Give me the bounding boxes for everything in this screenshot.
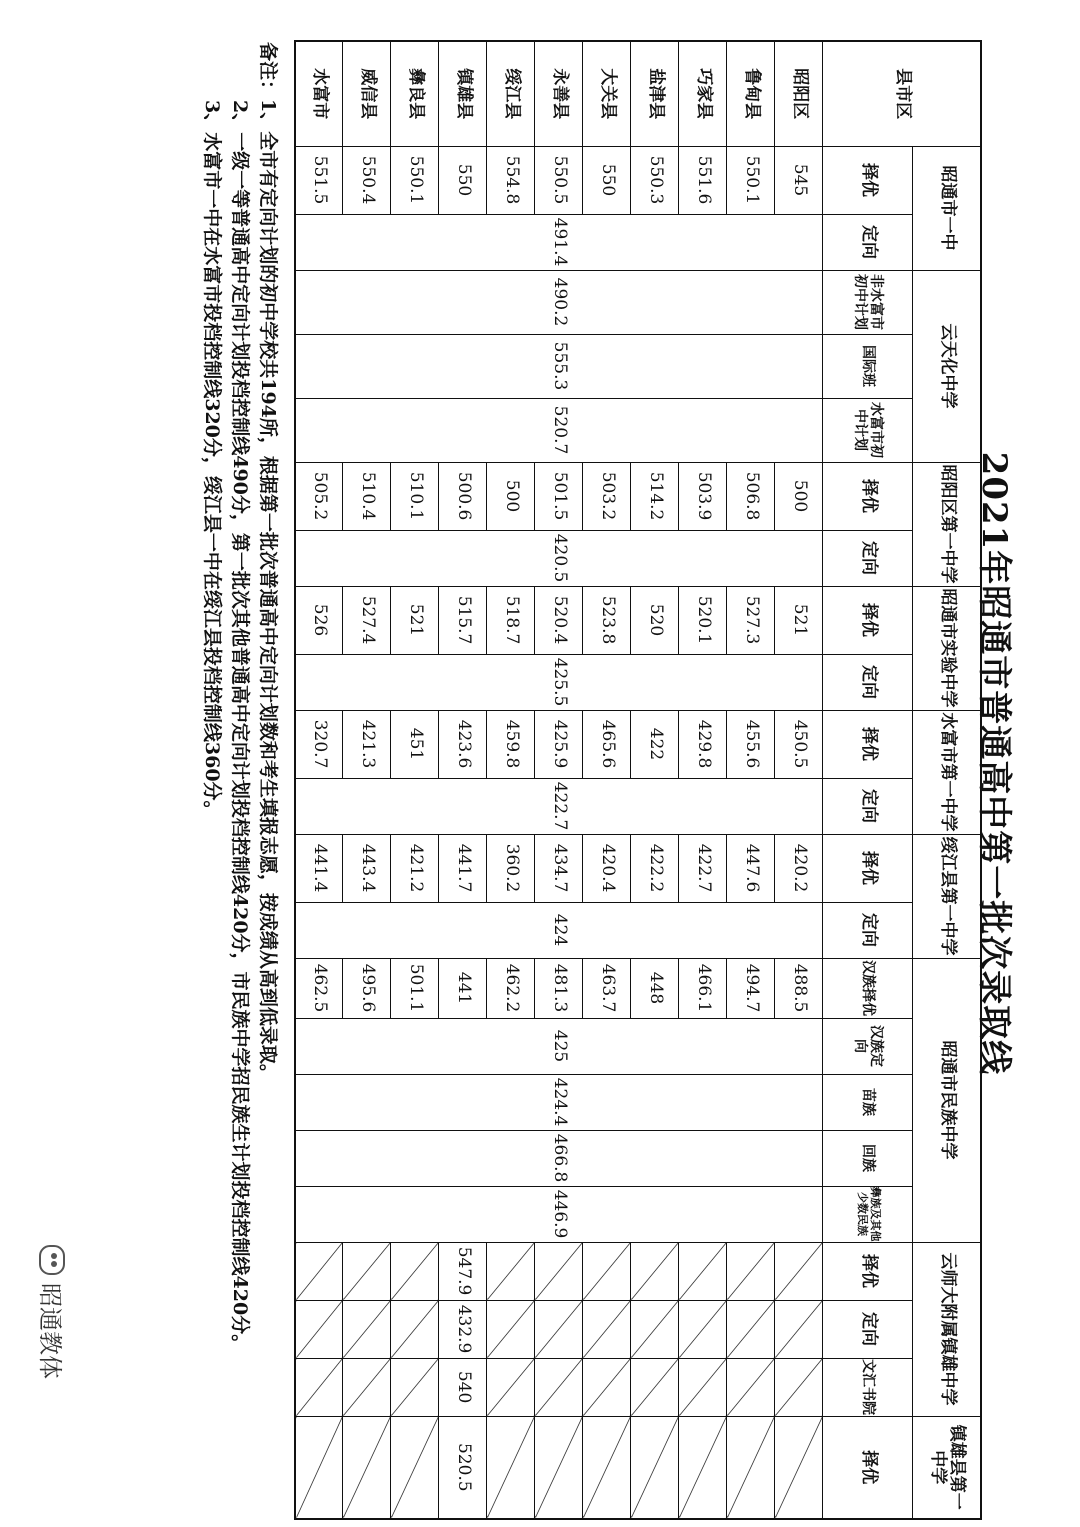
s9-zeyou-cell-hatched bbox=[535, 1416, 583, 1519]
s3-zeyou-cell: 510.4 bbox=[343, 462, 391, 530]
s5-zeyou-cell: 423.6 bbox=[439, 710, 487, 778]
s8-zeyou-cell-hatched bbox=[631, 1242, 679, 1300]
s4-zeyou-cell: 521 bbox=[391, 586, 439, 654]
sub-header-mz-e: 彝族及其他少数民族 bbox=[823, 1186, 913, 1242]
s9-zeyou-cell-hatched bbox=[343, 1416, 391, 1519]
county-cell: 水富市 bbox=[295, 41, 343, 146]
s4-zeyou-cell: 523.8 bbox=[583, 586, 631, 654]
mz-e-cell: 446.9 bbox=[295, 1186, 823, 1242]
s6-zeyou-cell: 420.2 bbox=[775, 834, 823, 902]
s1-zeyou-cell: 550.4 bbox=[343, 146, 391, 214]
s6-zeyou-cell: 421.2 bbox=[391, 834, 439, 902]
sub-header-s6-dingxiang: 定向 bbox=[823, 902, 913, 958]
school-header-s2: 云天化中学 bbox=[913, 270, 981, 462]
s1-zeyou-cell: 545 bbox=[775, 146, 823, 214]
s3-zeyou-cell: 500 bbox=[487, 462, 535, 530]
school-header-s8: 云师大附属镇雄中学 bbox=[913, 1242, 981, 1416]
mz-a-cell: 495.6 bbox=[343, 958, 391, 1018]
sub-header-s3-zeyou: 择优 bbox=[823, 462, 913, 530]
note-3 bbox=[198, 42, 226, 1482]
s3-zeyou-cell: 500.6 bbox=[439, 462, 487, 530]
sub-header-mz-d: 回族 bbox=[823, 1130, 913, 1186]
s5-zeyou-cell: 421.3 bbox=[343, 710, 391, 778]
yth-c-cell: 520.7 bbox=[295, 398, 823, 462]
sub-header-s5-zeyou: 择优 bbox=[823, 710, 913, 778]
sub-header-mz-c: 苗族 bbox=[823, 1074, 913, 1130]
s3-zeyou-cell: 510.1 bbox=[391, 462, 439, 530]
s6-zeyou-cell: 422.7 bbox=[679, 834, 727, 902]
s9-zeyou-cell-hatched bbox=[295, 1416, 343, 1519]
s5-zeyou-cell: 459.8 bbox=[487, 710, 535, 778]
s8-zeyou-cell-hatched bbox=[727, 1242, 775, 1300]
s8-wenhui-cell-hatched bbox=[391, 1358, 439, 1416]
s1-zeyou-cell: 550.1 bbox=[391, 146, 439, 214]
s5-zeyou-cell: 425.9 bbox=[535, 710, 583, 778]
school-header-s1: 昭通市一中 bbox=[913, 146, 981, 270]
county-cell: 彝良县 bbox=[391, 41, 439, 146]
s1-zeyou-cell: 550.5 bbox=[535, 146, 583, 214]
s1-zeyou-cell: 550 bbox=[439, 146, 487, 214]
sub-header-yth-a: 非水富市初中计划 bbox=[823, 270, 913, 334]
s9-zeyou-cell-hatched bbox=[727, 1416, 775, 1519]
s4-zeyou-cell: 520.4 bbox=[535, 586, 583, 654]
mz-a-cell: 481.3 bbox=[535, 958, 583, 1018]
s3-dingxiang-cell: 420.5 bbox=[295, 530, 823, 586]
mz-a-cell: 448 bbox=[631, 958, 679, 1018]
s1-dingxiang-cell: 491.4 bbox=[295, 214, 823, 270]
s8-wenhui-cell: 540 bbox=[439, 1358, 487, 1416]
notes-label: 备注： bbox=[257, 42, 279, 100]
s3-zeyou-cell: 503.9 bbox=[679, 462, 727, 530]
mz-a-cell: 463.7 bbox=[583, 958, 631, 1018]
s8-dingxiang-cell-hatched bbox=[583, 1300, 631, 1358]
county-cell: 镇雄县 bbox=[439, 41, 487, 146]
s6-zeyou-cell: 434.7 bbox=[535, 834, 583, 902]
school-header-s6: 绥江县第一中学 bbox=[913, 834, 981, 958]
county-header: 县市区 bbox=[823, 41, 981, 146]
s8-zeyou-cell-hatched bbox=[487, 1242, 535, 1300]
s8-wenhui-cell-hatched bbox=[295, 1358, 343, 1416]
s9-zeyou-cell-hatched bbox=[391, 1416, 439, 1519]
s9-zeyou-cell-hatched bbox=[583, 1416, 631, 1519]
s8-wenhui-cell-hatched bbox=[535, 1358, 583, 1416]
mz-a-cell: 462.2 bbox=[487, 958, 535, 1018]
s8-wenhui-cell-hatched bbox=[631, 1358, 679, 1416]
sub-header-s9-zeyou: 择优 bbox=[823, 1416, 913, 1519]
s8-zeyou-cell-hatched bbox=[679, 1242, 727, 1300]
county-cell: 绥江县 bbox=[487, 41, 535, 146]
mz-a-cell: 462.5 bbox=[295, 958, 343, 1018]
s8-dingxiang-cell-hatched bbox=[343, 1300, 391, 1358]
s1-zeyou-cell: 551.5 bbox=[295, 146, 343, 214]
sub-header-mz-a: 汉族择优 bbox=[823, 958, 913, 1018]
s5-zeyou-cell: 429.8 bbox=[679, 710, 727, 778]
s8-zeyou-cell-hatched bbox=[343, 1242, 391, 1300]
s6-zeyou-cell: 422.2 bbox=[631, 834, 679, 902]
s8-zeyou-cell: 547.9 bbox=[439, 1242, 487, 1300]
s8-wenhui-cell-hatched bbox=[679, 1358, 727, 1416]
s3-zeyou-cell: 505.2 bbox=[295, 462, 343, 530]
admission-score-table bbox=[294, 40, 982, 1520]
sub-header-yth-b: 国际班 bbox=[823, 334, 913, 398]
s1-zeyou-cell: 550.1 bbox=[727, 146, 775, 214]
s6-zeyou-cell: 420.4 bbox=[583, 834, 631, 902]
s3-zeyou-cell: 501.5 bbox=[535, 462, 583, 530]
s6-zeyou-cell: 441.4 bbox=[295, 834, 343, 902]
watermark bbox=[35, 1245, 70, 1379]
sub-header-s4-zeyou: 择优 bbox=[823, 586, 913, 654]
wechat-icon bbox=[40, 1245, 66, 1275]
s5-zeyou-cell: 465.6 bbox=[583, 710, 631, 778]
s4-zeyou-cell: 521 bbox=[775, 586, 823, 654]
s5-dingxiang-cell: 422.7 bbox=[295, 778, 823, 834]
county-cell: 昭阳区 bbox=[775, 41, 823, 146]
county-cell: 盐津县 bbox=[631, 41, 679, 146]
s8-zeyou-cell-hatched bbox=[535, 1242, 583, 1300]
county-cell: 大关县 bbox=[583, 41, 631, 146]
note-2-text: 2、一级一等普通高中定向计划投档控制线490分，第一批次其他普通高中定向计划投档控制线420分，市民族中学招民族生计划投档控制线420分。 bbox=[229, 100, 251, 1354]
mz-a-cell: 501.1 bbox=[391, 958, 439, 1018]
s8-dingxiang-cell: 432.9 bbox=[439, 1300, 487, 1358]
sub-header-s1-zeyou: 择优 bbox=[823, 146, 913, 214]
s8-wenhui-cell-hatched bbox=[487, 1358, 535, 1416]
sub-header-s6-zeyou: 择优 bbox=[823, 834, 913, 902]
county-cell: 巧家县 bbox=[679, 41, 727, 146]
mz-a-cell: 441 bbox=[439, 958, 487, 1018]
school-header-s4: 昭通市实验中学 bbox=[913, 586, 981, 710]
s9-zeyou-cell: 520.5 bbox=[439, 1416, 487, 1519]
s5-zeyou-cell: 451 bbox=[391, 710, 439, 778]
s8-zeyou-cell-hatched bbox=[391, 1242, 439, 1300]
s1-zeyou-cell: 550 bbox=[583, 146, 631, 214]
yth-a-cell: 490.2 bbox=[295, 270, 823, 334]
s3-zeyou-cell: 503.2 bbox=[583, 462, 631, 530]
school-header-s5: 水富市第一中学 bbox=[913, 710, 981, 834]
s9-zeyou-cell-hatched bbox=[631, 1416, 679, 1519]
s4-zeyou-cell: 520 bbox=[631, 586, 679, 654]
s6-dingxiang-cell: 424 bbox=[295, 902, 823, 958]
s8-dingxiang-cell-hatched bbox=[727, 1300, 775, 1358]
county-cell: 永善县 bbox=[535, 41, 583, 146]
mz-a-cell: 466.1 bbox=[679, 958, 727, 1018]
s8-dingxiang-cell-hatched bbox=[679, 1300, 727, 1358]
s8-zeyou-cell-hatched bbox=[295, 1242, 343, 1300]
s5-zeyou-cell: 320.7 bbox=[295, 710, 343, 778]
s8-wenhui-cell-hatched bbox=[727, 1358, 775, 1416]
sub-header-s1-dingxiang: 定向 bbox=[823, 214, 913, 270]
note-3-text: 3、水富市一中在水富市投档控制线320分，绥江县一中在绥江县投档控制线360分。 bbox=[201, 100, 223, 820]
s4-dingxiang-cell: 425.5 bbox=[295, 654, 823, 710]
s8-zeyou-cell-hatched bbox=[775, 1242, 823, 1300]
s6-zeyou-cell: 360.2 bbox=[487, 834, 535, 902]
s5-zeyou-cell: 455.6 bbox=[727, 710, 775, 778]
s4-zeyou-cell: 518.7 bbox=[487, 586, 535, 654]
s9-zeyou-cell-hatched bbox=[775, 1416, 823, 1519]
header-row-2 bbox=[823, 41, 913, 1519]
s4-zeyou-cell: 526 bbox=[295, 586, 343, 654]
sub-header-s3-dingxiang: 定向 bbox=[823, 530, 913, 586]
mz-d-cell: 466.8 bbox=[295, 1130, 823, 1186]
sub-header-yth-c: 水富市初中计划 bbox=[823, 398, 913, 462]
school-header-s9: 镇雄县第一中学 bbox=[913, 1416, 981, 1519]
mz-a-cell: 494.7 bbox=[727, 958, 775, 1018]
s9-zeyou-cell-hatched bbox=[679, 1416, 727, 1519]
note-1-text: 1、全市有定向计划的初中学校共194所，根据第一批次普通高中定向计划数和考生填报志愿，按成绩从高到低录取。 bbox=[257, 99, 279, 1083]
watermark-text: 昭通教体 bbox=[36, 1283, 64, 1379]
s8-wenhui-cell-hatched bbox=[343, 1358, 391, 1416]
s8-dingxiang-cell-hatched bbox=[775, 1300, 823, 1358]
mz-b-cell: 425 bbox=[295, 1018, 823, 1074]
s8-zeyou-cell-hatched bbox=[583, 1242, 631, 1300]
s4-zeyou-cell: 520.1 bbox=[679, 586, 727, 654]
s9-zeyou-cell-hatched bbox=[487, 1416, 535, 1519]
s4-zeyou-cell: 527.4 bbox=[343, 586, 391, 654]
s6-zeyou-cell: 443.4 bbox=[343, 834, 391, 902]
page-title: 2021年昭通市普通高中第一批次录取线 bbox=[974, 451, 1014, 1076]
s3-zeyou-cell: 514.2 bbox=[631, 462, 679, 530]
yth-b-cell: 555.3 bbox=[295, 334, 823, 398]
sub-header-s8-dingxiang: 定向 bbox=[823, 1300, 913, 1358]
s6-zeyou-cell: 447.6 bbox=[727, 834, 775, 902]
sub-header-s5-dingxiang: 定向 bbox=[823, 778, 913, 834]
s8-dingxiang-cell-hatched bbox=[487, 1300, 535, 1358]
county-cell: 威信县 bbox=[343, 41, 391, 146]
s6-zeyou-cell: 441.7 bbox=[439, 834, 487, 902]
notes bbox=[198, 42, 282, 1482]
note-2 bbox=[226, 42, 254, 1482]
s8-dingxiang-cell-hatched bbox=[631, 1300, 679, 1358]
s3-zeyou-cell: 506.8 bbox=[727, 462, 775, 530]
s5-zeyou-cell: 450.5 bbox=[775, 710, 823, 778]
header-row-1 bbox=[913, 41, 981, 1519]
sub-header-s4-dingxiang: 定向 bbox=[823, 654, 913, 710]
s1-zeyou-cell: 550.3 bbox=[631, 146, 679, 214]
mz-c-cell: 424.4 bbox=[295, 1074, 823, 1130]
s8-dingxiang-cell-hatched bbox=[295, 1300, 343, 1358]
county-cell: 鲁甸县 bbox=[727, 41, 775, 146]
s1-zeyou-cell: 551.6 bbox=[679, 146, 727, 214]
s1-zeyou-cell: 554.8 bbox=[487, 146, 535, 214]
s8-wenhui-cell-hatched bbox=[583, 1358, 631, 1416]
school-header-s7: 昭通市民族中学 bbox=[913, 958, 981, 1242]
school-header-s3: 昭阳区第一中学 bbox=[913, 462, 981, 586]
s4-zeyou-cell: 515.7 bbox=[439, 586, 487, 654]
table-row bbox=[775, 41, 823, 1519]
s4-zeyou-cell: 527.3 bbox=[727, 586, 775, 654]
sub-header-mz-b: 汉族定向 bbox=[823, 1018, 913, 1074]
sub-header-s8-wenhui: 文汇书院 bbox=[823, 1358, 913, 1416]
s8-dingxiang-cell-hatched bbox=[535, 1300, 583, 1358]
note-1 bbox=[254, 42, 282, 1482]
s8-wenhui-cell-hatched bbox=[775, 1358, 823, 1416]
mz-a-cell: 488.5 bbox=[775, 958, 823, 1018]
sub-header-s8-zeyou: 择优 bbox=[823, 1242, 913, 1300]
s3-zeyou-cell: 500 bbox=[775, 462, 823, 530]
s8-dingxiang-cell-hatched bbox=[391, 1300, 439, 1358]
s5-zeyou-cell: 422 bbox=[631, 710, 679, 778]
